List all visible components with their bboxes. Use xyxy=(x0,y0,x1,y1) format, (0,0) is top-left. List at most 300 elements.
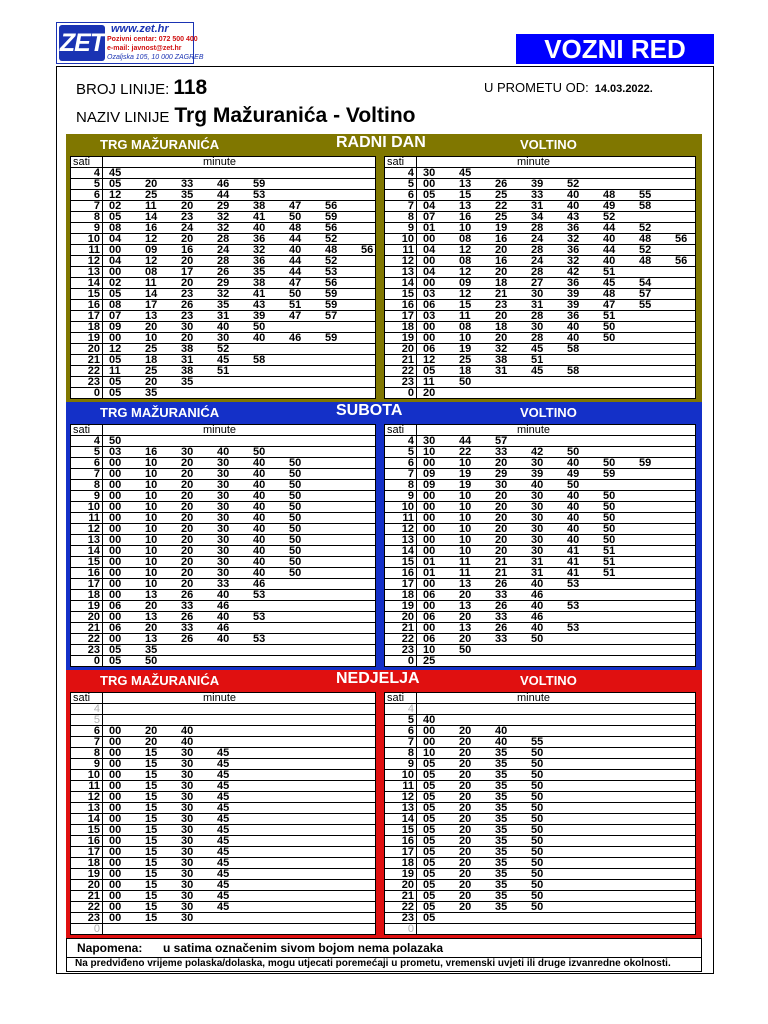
minute-cell: 30 xyxy=(217,479,230,491)
minute-cell: 35 xyxy=(495,846,508,858)
minute-cell: 48 xyxy=(289,222,302,234)
minute-cell: 10 xyxy=(459,534,472,546)
minute-cell: 00 xyxy=(423,545,436,557)
hour-cell: 21 xyxy=(87,890,100,902)
minute-cell: 50 xyxy=(531,824,544,836)
hour-cell: 18 xyxy=(401,857,414,869)
minute-cell: 53 xyxy=(567,622,580,634)
hour-cell: 7 xyxy=(93,200,100,212)
route-name: Trg Mažuranića - Voltino xyxy=(174,104,416,127)
hour-cell: 10 xyxy=(401,769,414,781)
line-number-row xyxy=(76,76,207,100)
minute-cell: 07 xyxy=(423,211,436,223)
minute-cell: 35 xyxy=(495,802,508,814)
minute-cell: 15 xyxy=(145,791,158,803)
minute-cell: 50 xyxy=(531,868,544,880)
minute-cell: 10 xyxy=(145,490,158,502)
minute-cell: 30 xyxy=(531,545,544,557)
hours-column-header: sati xyxy=(73,692,91,704)
hour-cell: 0 xyxy=(93,655,100,667)
minute-cell: 00 xyxy=(423,600,436,612)
minute-cell: 35 xyxy=(495,758,508,770)
valid-from-row xyxy=(484,80,653,95)
minute-cell: 45 xyxy=(217,769,230,781)
minute-cell: 05 xyxy=(109,211,122,223)
minute-cell: 12 xyxy=(109,343,122,355)
minute-cell: 15 xyxy=(145,747,158,759)
hour-cell: 17 xyxy=(87,846,100,858)
minute-cell: 35 xyxy=(145,644,158,656)
minute-cell: 00 xyxy=(109,769,122,781)
minute-cell: 00 xyxy=(109,556,122,568)
minute-cell: 16 xyxy=(495,255,508,267)
minute-cell: 10 xyxy=(145,545,158,557)
disclaimer: Na predviđeno vrijeme polaska/dolaska, mogu utjecati poremećaji u prometu, vremenski uvjeti ili druge izvanredne okolnosti. xyxy=(66,958,702,972)
minute-cell: 55 xyxy=(639,189,652,201)
hour-cell: 6 xyxy=(93,725,100,737)
minute-cell: 53 xyxy=(253,189,266,201)
hour-cell: 4 xyxy=(93,435,100,447)
minute-cell: 30 xyxy=(181,857,194,869)
minute-cell: 50 xyxy=(289,534,302,546)
minute-cell: 20 xyxy=(145,178,158,190)
minute-cell: 31 xyxy=(531,567,544,579)
minute-cell: 13 xyxy=(145,633,158,645)
minute-cell: 35 xyxy=(495,835,508,847)
minute-cell: 20 xyxy=(459,868,472,880)
hour-cell: 13 xyxy=(401,266,414,278)
hour-cell: 7 xyxy=(93,468,100,480)
minute-cell: 06 xyxy=(109,622,122,634)
minute-cell: 34 xyxy=(531,211,544,223)
minute-cell: 46 xyxy=(531,611,544,623)
departures-right xyxy=(384,692,696,935)
minute-cell: 20 xyxy=(459,780,472,792)
minute-cell: 45 xyxy=(217,354,230,366)
minute-cell: 59 xyxy=(325,332,338,344)
minute-cell: 19 xyxy=(495,222,508,234)
minute-cell: 40 xyxy=(495,736,508,748)
hour-cell: 16 xyxy=(87,567,100,579)
minute-cell: 18 xyxy=(495,277,508,289)
minute-cell: 05 xyxy=(423,791,436,803)
minute-cell: 10 xyxy=(145,479,158,491)
minute-cell: 20 xyxy=(459,835,472,847)
minute-cell: 05 xyxy=(423,824,436,836)
table-row xyxy=(71,924,375,935)
minute-cell: 01 xyxy=(423,567,436,579)
minute-cell: 22 xyxy=(495,200,508,212)
hour-cell: 8 xyxy=(93,747,100,759)
minute-cell: 00 xyxy=(109,857,122,869)
minute-cell: 30 xyxy=(181,791,194,803)
minute-cell: 09 xyxy=(145,244,158,256)
hour-cell: 18 xyxy=(87,589,100,601)
hour-cell: 5 xyxy=(407,446,414,458)
minute-cell: 45 xyxy=(603,277,616,289)
hour-cell: 14 xyxy=(401,545,414,557)
minute-cell: 50 xyxy=(603,512,616,524)
minute-cell: 29 xyxy=(217,277,230,289)
hour-cell: 0 xyxy=(93,387,100,399)
minute-cell: 10 xyxy=(145,512,158,524)
minute-cell: 38 xyxy=(495,354,508,366)
hour-cell: 4 xyxy=(407,703,414,715)
minute-cell: 20 xyxy=(459,791,472,803)
minute-cell: 46 xyxy=(217,178,230,190)
minute-cell: 30 xyxy=(217,332,230,344)
minute-cell: 40 xyxy=(253,512,266,524)
hour-cell: 17 xyxy=(401,578,414,590)
minute-cell: 13 xyxy=(145,611,158,623)
minute-cell: 17 xyxy=(145,299,158,311)
minute-cell: 45 xyxy=(459,167,472,179)
minutes-column-header: minute xyxy=(517,692,551,704)
minute-cell: 30 xyxy=(181,813,194,825)
hour-cell: 12 xyxy=(87,791,100,803)
minute-cell: 40 xyxy=(495,725,508,737)
minute-cell: 26 xyxy=(181,589,194,601)
minute-cell: 30 xyxy=(181,868,194,880)
minute-cell: 15 xyxy=(145,846,158,858)
minute-cell: 30 xyxy=(217,490,230,502)
minute-cell: 44 xyxy=(289,266,302,278)
hour-cell: 22 xyxy=(401,901,414,913)
minute-cell: 08 xyxy=(459,321,472,333)
minute-cell: 41 xyxy=(567,556,580,568)
minute-cell: 59 xyxy=(253,178,266,190)
minute-cell: 33 xyxy=(217,578,230,590)
minute-cell: 50 xyxy=(603,534,616,546)
minute-cell: 10 xyxy=(459,512,472,524)
column-header xyxy=(71,693,375,704)
minute-cell: 00 xyxy=(109,266,122,278)
minute-cell: 05 xyxy=(423,365,436,377)
minute-cell: 10 xyxy=(145,457,158,469)
from-stop-label: TRG MAŽURANIĆA xyxy=(100,137,220,152)
hour-cell: 23 xyxy=(401,912,414,924)
minute-cell: 20 xyxy=(459,802,472,814)
hour-cell: 13 xyxy=(87,266,100,278)
minute-cell: 10 xyxy=(145,523,158,535)
minute-cell: 05 xyxy=(109,655,122,667)
minute-cell: 30 xyxy=(181,901,194,913)
minute-cell: 40 xyxy=(567,501,580,513)
departures-left xyxy=(70,156,376,399)
hour-cell: 22 xyxy=(87,365,100,377)
minute-cell: 00 xyxy=(423,277,436,289)
minute-cell: 06 xyxy=(423,299,436,311)
minute-cell: 50 xyxy=(289,288,302,300)
minute-cell: 20 xyxy=(181,277,194,289)
minute-cell: 50 xyxy=(603,490,616,502)
departures-right xyxy=(384,424,696,667)
minute-cell: 24 xyxy=(217,244,230,256)
hour-cell: 13 xyxy=(87,802,100,814)
minute-cell: 20 xyxy=(181,545,194,557)
minute-cell: 40 xyxy=(181,725,194,737)
minute-cell: 26 xyxy=(181,611,194,623)
table-row xyxy=(71,656,375,667)
minute-cell: 52 xyxy=(639,244,652,256)
minute-cell: 30 xyxy=(423,435,436,447)
minute-cell: 50 xyxy=(603,332,616,344)
hour-cell: 7 xyxy=(407,200,414,212)
hour-cell: 5 xyxy=(93,446,100,458)
hour-cell: 11 xyxy=(402,780,414,792)
minute-cell: 50 xyxy=(531,633,544,645)
minute-cell: 59 xyxy=(639,457,652,469)
hour-cell: 0 xyxy=(407,655,414,667)
minute-cell: 20 xyxy=(181,556,194,568)
minute-cell: 16 xyxy=(459,211,472,223)
minute-cell: 08 xyxy=(145,266,158,278)
departures-left xyxy=(70,424,376,667)
minute-cell: 41 xyxy=(253,211,266,223)
minute-cell: 56 xyxy=(361,244,374,256)
hour-cell: 4 xyxy=(93,703,100,715)
hour-cell: 17 xyxy=(87,578,100,590)
minute-cell: 10 xyxy=(459,501,472,513)
minute-cell: 05 xyxy=(423,758,436,770)
minute-cell: 00 xyxy=(423,578,436,590)
minute-cell: 45 xyxy=(531,343,544,355)
minute-cell: 30 xyxy=(181,879,194,891)
minute-cell: 50 xyxy=(531,780,544,792)
minute-cell: 00 xyxy=(109,523,122,535)
minute-cell: 50 xyxy=(531,769,544,781)
hours-column-header: sati xyxy=(387,692,405,704)
minute-cell: 30 xyxy=(531,490,544,502)
minute-cell: 10 xyxy=(145,534,158,546)
hour-cell: 22 xyxy=(87,901,100,913)
minute-cell: 44 xyxy=(603,244,616,256)
to-stop-label: VOLTINO xyxy=(520,405,577,420)
minute-cell: 28 xyxy=(531,244,544,256)
minute-cell: 12 xyxy=(109,189,122,201)
hour-cell: 10 xyxy=(87,501,100,513)
minute-cell: 50 xyxy=(531,802,544,814)
minute-cell: 50 xyxy=(567,446,580,458)
minute-cell: 33 xyxy=(495,633,508,645)
minute-cell: 00 xyxy=(423,622,436,634)
minute-cell: 35 xyxy=(217,299,230,311)
minute-cell: 10 xyxy=(459,523,472,535)
minute-cell: 56 xyxy=(325,200,338,212)
note-text: u satima označenim sivom bojom nema polazaka xyxy=(163,941,444,955)
minute-cell: 58 xyxy=(639,200,652,212)
minute-cell: 12 xyxy=(459,244,472,256)
minutes-column-header: minute xyxy=(203,424,237,436)
hours-column-header: sati xyxy=(73,156,91,168)
table-row xyxy=(71,913,375,924)
minute-cell: 42 xyxy=(567,266,580,278)
minute-cell: 03 xyxy=(423,288,436,300)
minute-cell: 10 xyxy=(459,490,472,502)
logo-address: Ozaljska 105, 10 000 ZAGREB xyxy=(107,54,204,61)
minute-cell: 27 xyxy=(531,277,544,289)
minute-cell: 48 xyxy=(603,288,616,300)
minute-cell: 51 xyxy=(603,556,616,568)
minute-cell: 20 xyxy=(181,512,194,524)
minute-cell: 41 xyxy=(567,545,580,557)
minute-cell: 59 xyxy=(603,468,616,480)
hour-cell: 10 xyxy=(401,233,414,245)
hour-cell: 8 xyxy=(407,211,414,223)
minute-cell: 59 xyxy=(325,299,338,311)
minute-cell: 35 xyxy=(495,824,508,836)
logo-phone: Pozivni centar: 072 500 400 xyxy=(107,36,198,43)
minute-cell: 00 xyxy=(109,747,122,759)
minute-cell: 58 xyxy=(567,365,580,377)
table-row xyxy=(385,924,695,935)
hour-cell: 7 xyxy=(93,736,100,748)
minute-cell: 00 xyxy=(423,178,436,190)
minute-cell: 41 xyxy=(253,288,266,300)
hour-cell: 0 xyxy=(93,923,100,935)
minute-cell: 20 xyxy=(495,457,508,469)
minute-cell: 15 xyxy=(459,299,472,311)
minute-cell: 31 xyxy=(495,365,508,377)
minute-cell: 50 xyxy=(289,211,302,223)
minute-cell: 00 xyxy=(423,501,436,513)
hour-cell: 14 xyxy=(87,545,100,557)
minute-cell: 10 xyxy=(145,468,158,480)
minute-cell: 46 xyxy=(217,600,230,612)
minute-cell: 04 xyxy=(423,266,436,278)
minute-cell: 44 xyxy=(217,189,230,201)
minute-cell: 10 xyxy=(145,501,158,513)
minute-cell: 04 xyxy=(109,255,122,267)
minute-cell: 00 xyxy=(423,332,436,344)
hour-cell: 9 xyxy=(407,222,414,234)
hour-cell: 12 xyxy=(401,255,414,267)
minute-cell: 52 xyxy=(567,178,580,190)
minute-cell: 00 xyxy=(423,255,436,267)
minute-cell: 50 xyxy=(531,857,544,869)
minute-cell: 56 xyxy=(675,255,688,267)
minute-cell: 31 xyxy=(217,310,230,322)
minute-cell: 35 xyxy=(495,890,508,902)
hour-cell: 13 xyxy=(401,802,414,814)
minute-cell: 50 xyxy=(531,901,544,913)
minute-cell: 32 xyxy=(253,244,266,256)
minute-cell: 45 xyxy=(217,791,230,803)
minute-cell: 39 xyxy=(531,468,544,480)
minute-cell: 05 xyxy=(423,846,436,858)
minute-cell: 48 xyxy=(639,255,652,267)
minute-cell: 16 xyxy=(145,446,158,458)
minute-cell: 23 xyxy=(181,211,194,223)
hour-cell: 9 xyxy=(93,758,100,770)
minute-cell: 40 xyxy=(217,589,230,601)
hour-cell: 15 xyxy=(87,288,100,300)
hour-cell: 5 xyxy=(93,178,100,190)
minute-cell: 30 xyxy=(181,747,194,759)
minute-cell: 32 xyxy=(217,211,230,223)
minute-cell: 13 xyxy=(459,622,472,634)
minute-cell: 44 xyxy=(289,233,302,245)
hour-cell: 9 xyxy=(407,490,414,502)
minute-cell: 15 xyxy=(145,813,158,825)
minute-cell: 52 xyxy=(325,233,338,245)
hour-cell: 21 xyxy=(87,354,100,366)
minute-cell: 50 xyxy=(145,655,158,667)
minute-cell: 40 xyxy=(253,490,266,502)
section-body xyxy=(66,154,702,402)
minute-cell: 40 xyxy=(531,479,544,491)
minute-cell: 10 xyxy=(423,747,436,759)
minute-cell: 30 xyxy=(495,479,508,491)
minute-cell: 20 xyxy=(459,890,472,902)
minute-cell: 43 xyxy=(567,211,580,223)
minute-cell: 03 xyxy=(423,310,436,322)
minute-cell: 20 xyxy=(495,266,508,278)
minute-cell: 40 xyxy=(253,222,266,234)
minute-cell: 30 xyxy=(181,846,194,858)
minute-cell: 00 xyxy=(109,457,122,469)
minute-cell: 05 xyxy=(423,890,436,902)
hour-cell: 6 xyxy=(407,189,414,201)
minute-cell: 30 xyxy=(217,567,230,579)
minute-cell: 51 xyxy=(289,299,302,311)
minute-cell: 45 xyxy=(217,835,230,847)
route-name-label: NAZIV LINIJE xyxy=(76,109,170,126)
hour-cell: 19 xyxy=(87,868,100,880)
minute-cell: 40 xyxy=(531,622,544,634)
minute-cell: 49 xyxy=(567,468,580,480)
minute-cell: 35 xyxy=(495,901,508,913)
minute-cell: 06 xyxy=(423,611,436,623)
hour-cell: 12 xyxy=(87,523,100,535)
minute-cell: 32 xyxy=(567,233,580,245)
departures-right xyxy=(384,156,696,399)
minute-cell: 51 xyxy=(217,365,230,377)
hour-cell: 7 xyxy=(407,468,414,480)
hour-cell: 21 xyxy=(87,622,100,634)
minute-cell: 40 xyxy=(253,457,266,469)
minute-cell: 36 xyxy=(567,277,580,289)
minute-cell: 51 xyxy=(531,354,544,366)
minute-cell: 05 xyxy=(423,189,436,201)
minute-cell: 38 xyxy=(253,200,266,212)
logo-email: e-mail: javnost@zet.hr xyxy=(107,45,182,52)
minute-cell: 30 xyxy=(217,523,230,535)
hour-cell: 18 xyxy=(87,321,100,333)
hour-cell: 6 xyxy=(93,189,100,201)
minute-cell: 30 xyxy=(217,512,230,524)
minute-cell: 40 xyxy=(531,578,544,590)
minute-cell: 50 xyxy=(531,813,544,825)
minute-cell: 00 xyxy=(109,725,122,737)
minute-cell: 20 xyxy=(459,589,472,601)
logo-url[interactable]: www.zet.hr xyxy=(111,23,169,35)
minute-cell: 06 xyxy=(423,343,436,355)
minute-cell: 47 xyxy=(289,200,302,212)
hour-cell: 18 xyxy=(401,321,414,333)
minute-cell: 26 xyxy=(181,299,194,311)
minutes-column-header: minute xyxy=(517,156,551,168)
minute-cell: 01 xyxy=(423,222,436,234)
minute-cell: 24 xyxy=(181,222,194,234)
minute-cell: 45 xyxy=(217,824,230,836)
rows xyxy=(71,168,375,399)
rows xyxy=(71,704,375,935)
minute-cell: 05 xyxy=(423,912,436,924)
minute-cell: 10 xyxy=(459,222,472,234)
minute-cell: 00 xyxy=(109,534,122,546)
minute-cell: 00 xyxy=(109,758,122,770)
